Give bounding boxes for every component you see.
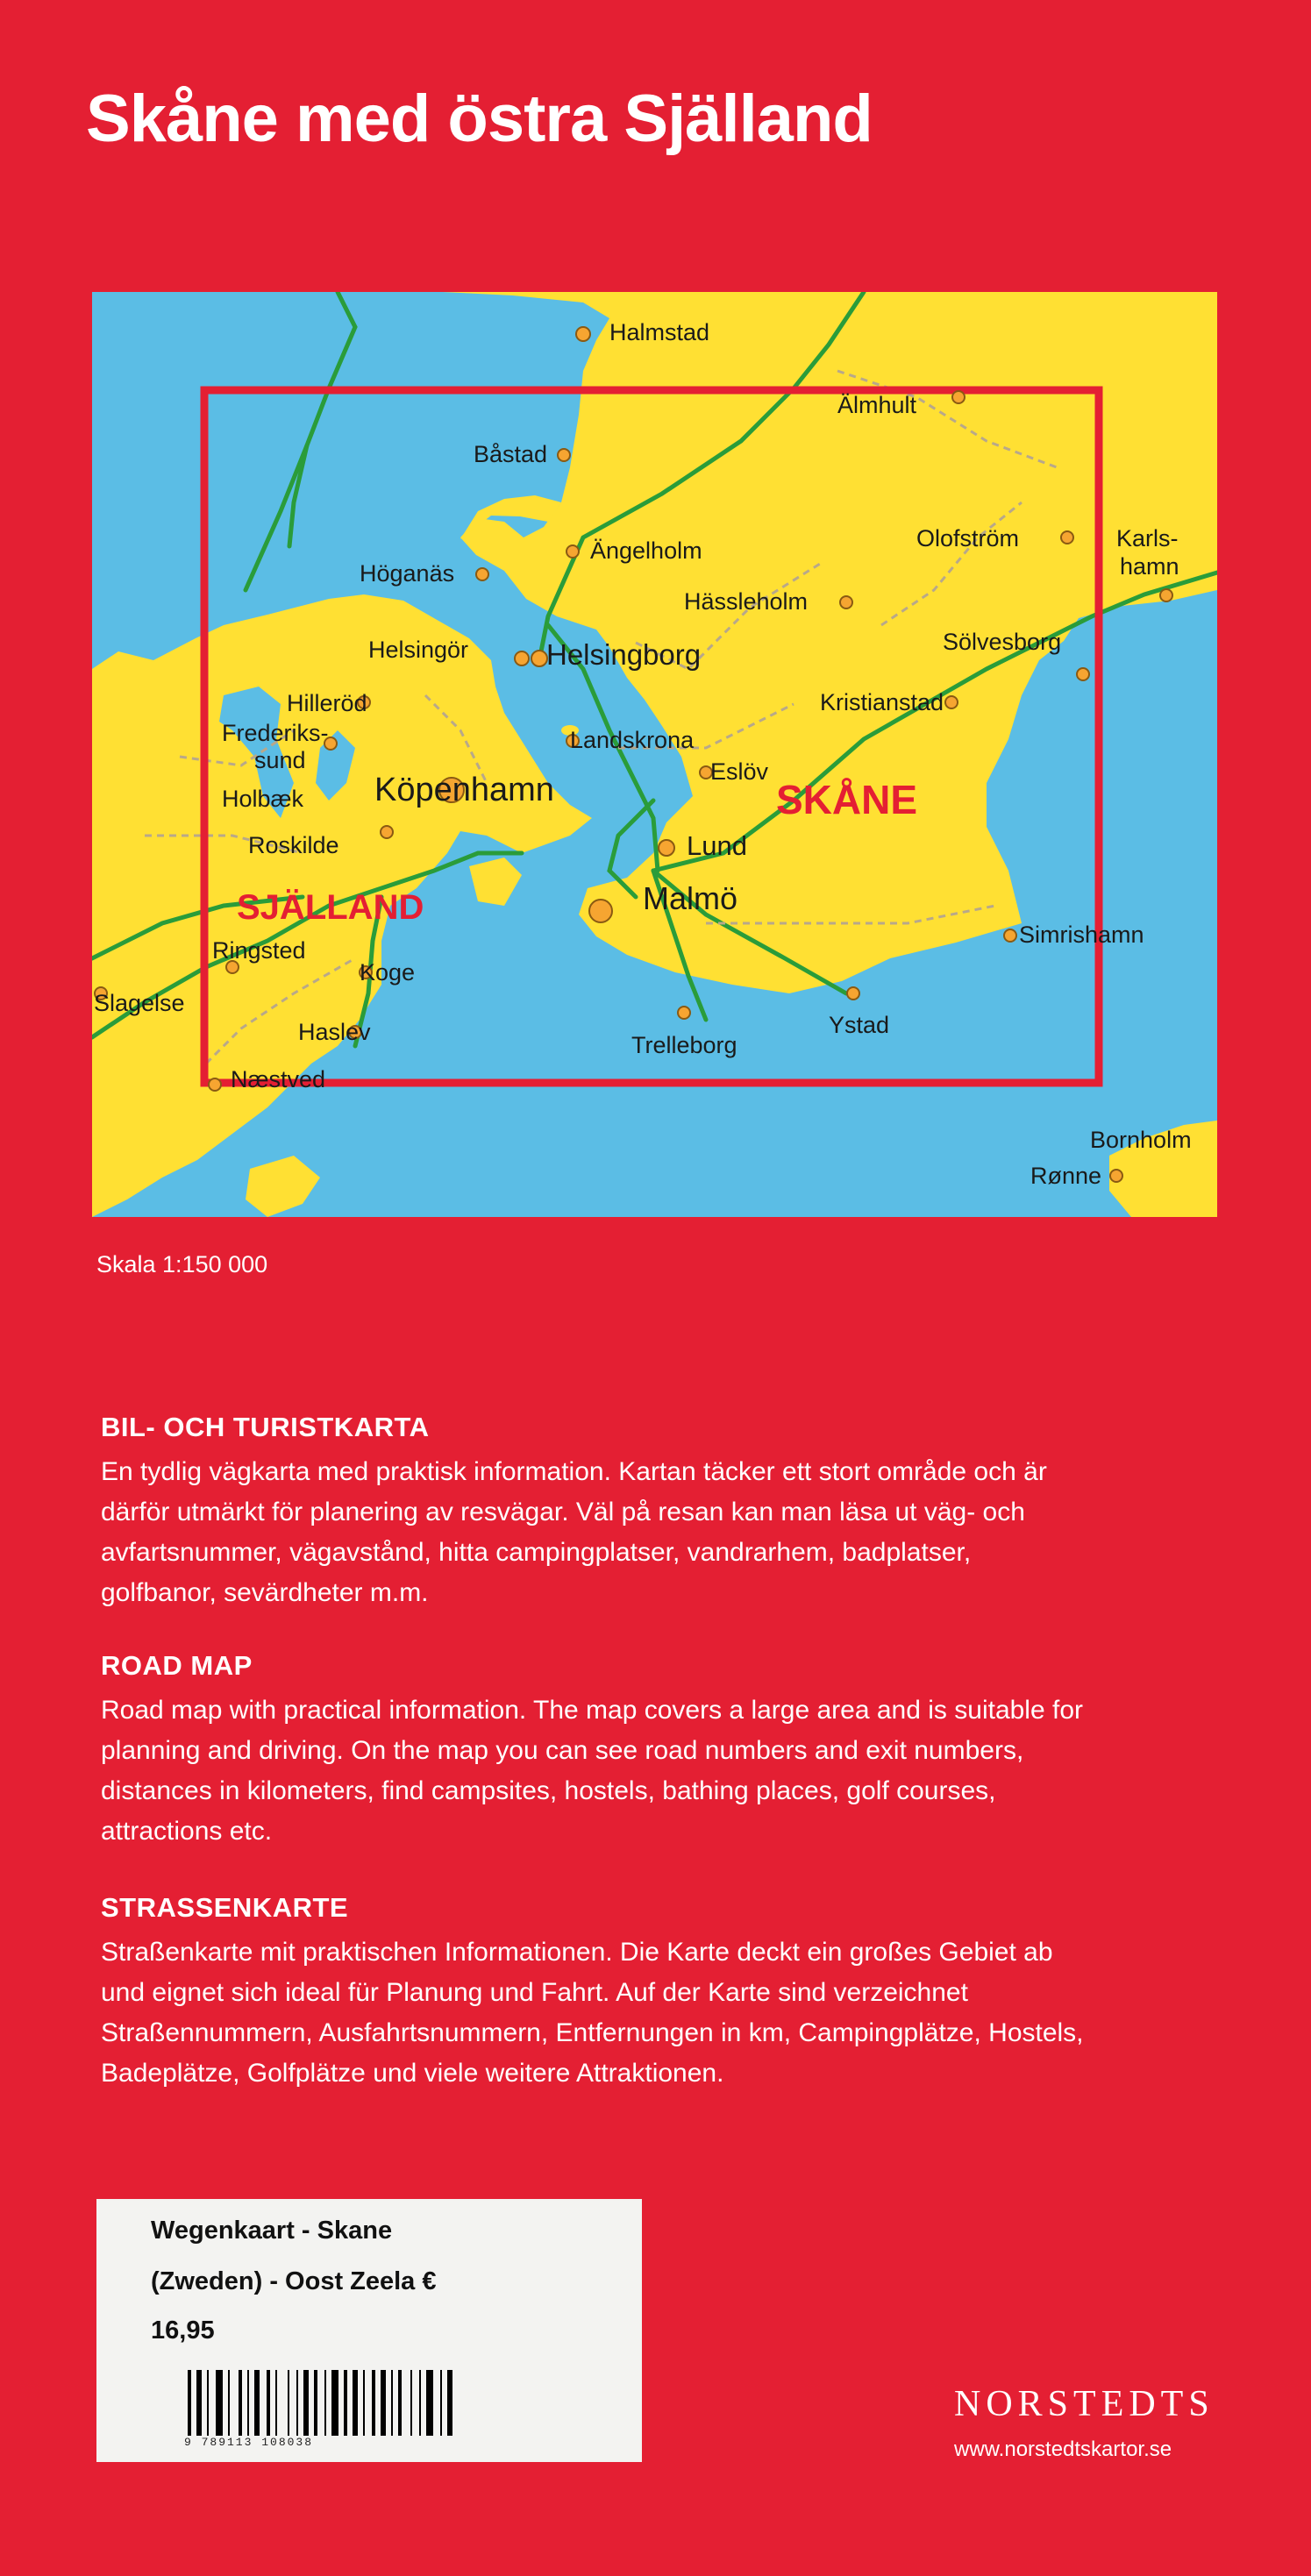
label-holbaek: Holbæk xyxy=(222,786,304,812)
overview-map xyxy=(92,292,1217,1217)
price-sticker xyxy=(96,2199,642,2462)
label-angelholm: Ängelholm xyxy=(590,537,702,564)
label-karlshamn-2: hamn xyxy=(1120,553,1179,580)
label-olofstrom: Olofström xyxy=(916,525,1020,551)
label-koge: Koge xyxy=(360,959,416,986)
sticker-line-1: Wegenkaart - Skane xyxy=(151,2217,393,2245)
label-ringsted: Ringsted xyxy=(212,937,306,964)
heading-english: ROAD MAP xyxy=(101,1650,253,1681)
publisher-logo: NORSTEDTS xyxy=(954,2384,1215,2424)
label-eslov: Eslöv xyxy=(710,758,769,785)
label-halmstad: Halmstad xyxy=(609,319,710,345)
label-karlshamn-1: Karls- xyxy=(1116,525,1179,551)
barcode-number: 9 789113 108038 xyxy=(184,2436,314,2449)
map-scale: Skala 1:150 000 xyxy=(96,1251,268,1277)
label-ronne: Rønne xyxy=(1030,1163,1102,1189)
label-almhult: Älmhult xyxy=(837,392,917,418)
label-hoganas: Höganäs xyxy=(360,560,455,587)
text-german: Straßenkarte mit praktischen Informationen. Die Karte deckt ein großes Gebiet ab und eignet sich ideal für Planung und Fahrt. Auf der Karte sind verzeichnet Straßennummern, Ausfahrtsnummern, Entfernungen in km, Campingplätze, Hostels, Badeplätze, Golfplätze und viele weitere Attraktionen. xyxy=(101,1938,1084,2088)
label-kristianstad: Kristianstad xyxy=(820,689,944,715)
label-hillerod: Hilleröd xyxy=(287,690,367,716)
sticker-line-2: (Zweden) - Oost Zeela € xyxy=(151,2267,437,2295)
label-roskilde: Roskilde xyxy=(248,832,339,858)
heading-german: STRASSENKARTE xyxy=(101,1892,349,1923)
heading-swedish: BIL- OCH TURISTKARTA xyxy=(101,1412,430,1442)
label-helsingor: Helsingör xyxy=(368,637,469,663)
label-haslev: Haslev xyxy=(298,1019,371,1045)
region-label-skane: SKÅNE xyxy=(776,777,918,822)
label-helsingborg: Helsingborg xyxy=(546,638,702,671)
label-bornholm: Bornholm xyxy=(1090,1127,1192,1153)
label-bastad: Båstad xyxy=(474,441,548,467)
publisher-url[interactable]: www.norstedtskartor.se xyxy=(954,2437,1172,2461)
description-german xyxy=(101,1892,1241,2094)
description-swedish xyxy=(101,1412,1241,1613)
label-slagelse: Slagelse xyxy=(94,990,185,1016)
label-malmo: Malmö xyxy=(643,880,738,916)
label-trelleborg: Trelleborg xyxy=(631,1032,737,1058)
label-lund: Lund xyxy=(687,830,747,861)
label-solvesborg: Sölvesborg xyxy=(943,629,1062,655)
description-english xyxy=(101,1650,1241,1852)
label-naestved: Næstved xyxy=(231,1066,326,1092)
barcode xyxy=(184,2370,579,2436)
label-landskrona: Landskrona xyxy=(570,727,695,753)
label-kopenhamn: Köpenhamn xyxy=(374,772,554,808)
sticker-price: 16,95 xyxy=(151,2316,215,2345)
text-swedish: En tydlig vägkarta med praktisk information. Kartan täcker ett stort område och är därför utmärkt för planering av resvägar. Väl på resan kan man läsa ut väg- och avfartsnummer, vägavstånd, hitta campingplatser, vandrarhem, badplatser, golfbanor, sevärdheter m.m. xyxy=(101,1457,1047,1607)
region-label-sjalland: SJÄLLAND xyxy=(237,888,424,927)
text-english: Road map with practical information. The map covers a large area and is suitable for planning and driving. On the map you can see road numbers and exit numbers, distances in kilometers, find campsites, hostels, bathing places, golf courses, attractions etc. xyxy=(101,1696,1084,1846)
label-ystad: Ystad xyxy=(829,1012,890,1038)
label-hassleholm: Hässleholm xyxy=(684,588,809,615)
page-title: Skåne med östra Själland xyxy=(86,82,873,156)
label-frederikssund-1: Frederiks- xyxy=(222,720,329,746)
label-simrishamn: Simrishamn xyxy=(1019,922,1144,948)
label-frederikssund-2: sund xyxy=(254,747,306,773)
